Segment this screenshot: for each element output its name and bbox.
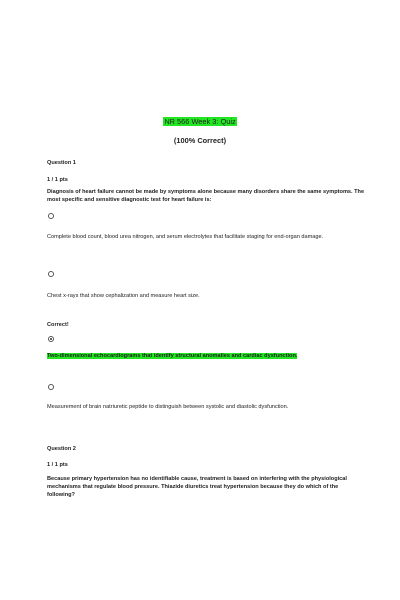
question-1-option-4-radio-icon[interactable] bbox=[48, 384, 54, 390]
question-1-option-2-radio-icon[interactable] bbox=[48, 271, 54, 277]
question-1-option-1-radio-icon[interactable] bbox=[48, 213, 54, 219]
document-title bbox=[0, 117, 400, 126]
question-1-text: Diagnosis of heart failure cannot be made by symptoms alone because many disorders share the same symptoms. The most specific and sensitive diagnostic test for heart failure is: bbox=[47, 189, 365, 203]
question-1-points: 1 / 1 pts bbox=[47, 177, 68, 183]
question-2-points: 1 / 1 pts bbox=[47, 462, 68, 468]
question-1-label: Question 1 bbox=[47, 160, 76, 166]
question-2-label: Question 2 bbox=[47, 446, 76, 452]
document-title-text: NR 566 Week 3: Quiz bbox=[164, 117, 236, 126]
question-1-option-2[interactable]: Chest x-rays that show cephalization and measure heart size. bbox=[47, 293, 200, 299]
question-1-option-4[interactable]: Measurement of brain natriuretic peptide to distinguish between systolic and diastolic dysfunction. bbox=[47, 404, 289, 410]
question-2-text: Because primary hypertension has no identifiable cause, treatment is based on interfering with the physiological mechanisms that regulate blood pressure. Thiazide diuretics treat hypertension because they do which of the following? bbox=[47, 476, 347, 498]
question-1-option-3-radio-selected-icon[interactable] bbox=[48, 336, 54, 342]
correct-label: Correct! bbox=[47, 322, 69, 328]
document-subtitle: (100% Correct) bbox=[173, 136, 227, 145]
question-1-option-3[interactable] bbox=[47, 352, 367, 360]
question-1-option-3-text: Two-dimensional echocardiograms that identify structural anomalies and cardiac dysfunction. bbox=[47, 353, 298, 359]
question-1-option-1[interactable]: Complete blood count, blood urea nitrogen, and serum electrolytes that facilitate staging for end-organ damage. bbox=[47, 234, 324, 240]
